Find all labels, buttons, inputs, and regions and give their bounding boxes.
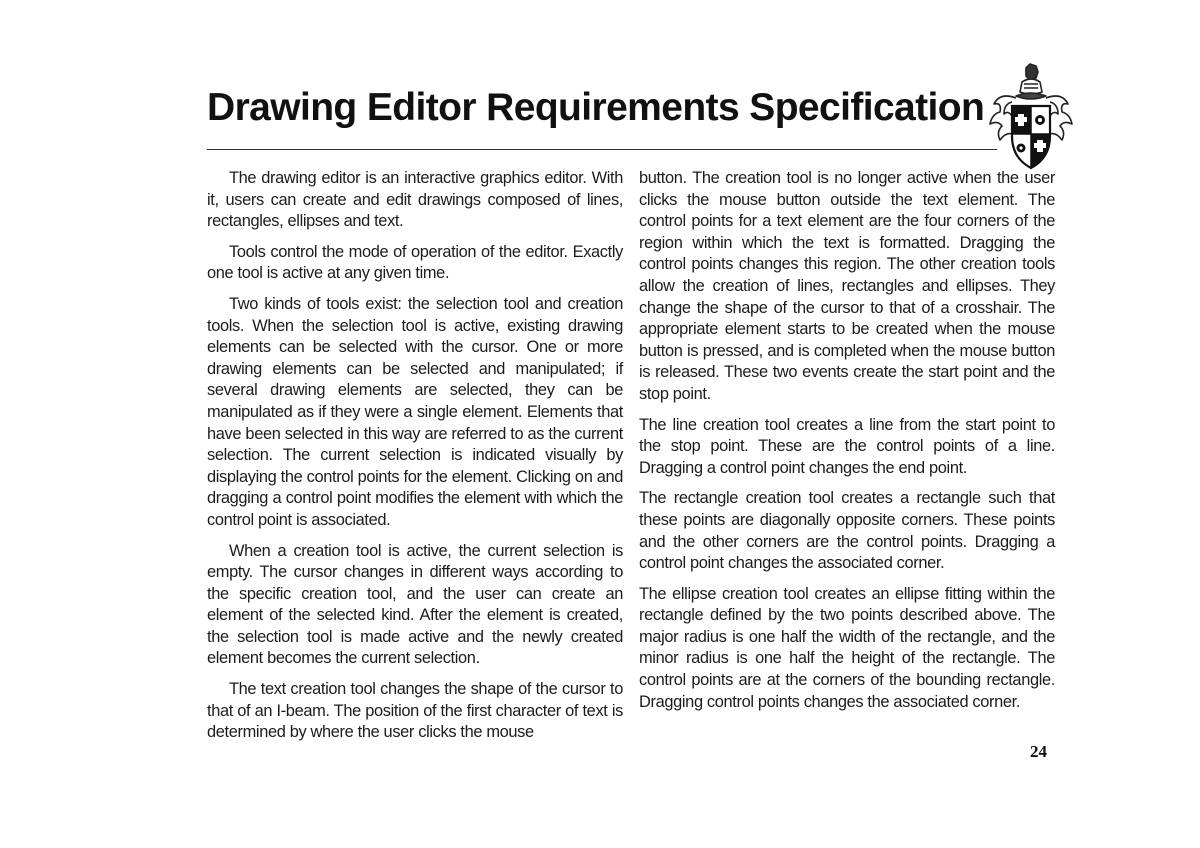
- paragraph: The line creation tool creates a line from the start point to the stop point. These are the control points of a line. Dragging a control point changes the end point.: [639, 415, 1055, 477]
- page-title: Drawing Editor Requirements Specification: [207, 86, 985, 129]
- paragraph: When a creation tool is active, the current selection is empty. The cursor changes in different ways according to the specific creation tool, and the user can create an element of the selected kind. After the element is created, the selection tool is made active and the newly created element becomes the current selection.: [207, 541, 623, 668]
- paragraph: The drawing editor is an interactive graphics editor. With it, users can create and edit drawings composed of lines, rectangles, ellipses and text.: [207, 169, 623, 231]
- heraldic-crest-icon: [986, 62, 1076, 174]
- paragraph: The ellipse creation tool creates an ellipse fitting within the rectangle defined by the two points described above. The major radius is one half the width of the rectangle, and the minor radius is one half the height of the rectangle. The control points are at the corners of the bounding rectangle. Dragging control points changes the associated corner.: [639, 584, 1055, 711]
- left-text-column: [207, 168, 623, 753]
- paragraph: button. The creation tool is no longer active when the user clicks the mouse button outside the text element. The control points for a text element are the four corners of the region within which the text is formatted. Dragging the control points changes this region. The other creation tools allow the creation of lines, rectangles and ellipses. They change the shape of the cursor to that of a crosshair. The appropriate element starts to be created when the mouse button is pressed, and is completed when the mouse button is released. These two events create the start point and the stop point.: [639, 169, 1055, 403]
- title-divider: [207, 149, 997, 150]
- paragraph: The text creation tool changes the shape of the cursor to that of an I-beam. The position of the first character of text is determined by where the user clicks the mouse: [207, 680, 623, 742]
- paragraph: Tools control the mode of operation of the editor. Exactly one tool is active at any given time.: [207, 242, 623, 283]
- page-number: 24: [1030, 742, 1047, 761]
- right-text-column: [639, 168, 1055, 722]
- paragraph: Two kinds of tools exist: the selection tool and creation tools. When the selection tool is active, existing drawing elements can be selected with the cursor. One or more drawing elements can be selected and manipulated; if several drawing elements are selected, they can be manipulated as if they were a single element. Elements that have been selected in this way are referred to as the current selection. The current selection is indicated visually by displaying the control points for the element. Clicking on and dragging a control point modifies the element with which the control point is associated.: [207, 294, 623, 529]
- paragraph: The rectangle creation tool creates a rectangle such that these points are diagonally opposite corners. These points and the other corners are the control points. Dragging a control point changes the associated corner.: [639, 489, 1055, 573]
